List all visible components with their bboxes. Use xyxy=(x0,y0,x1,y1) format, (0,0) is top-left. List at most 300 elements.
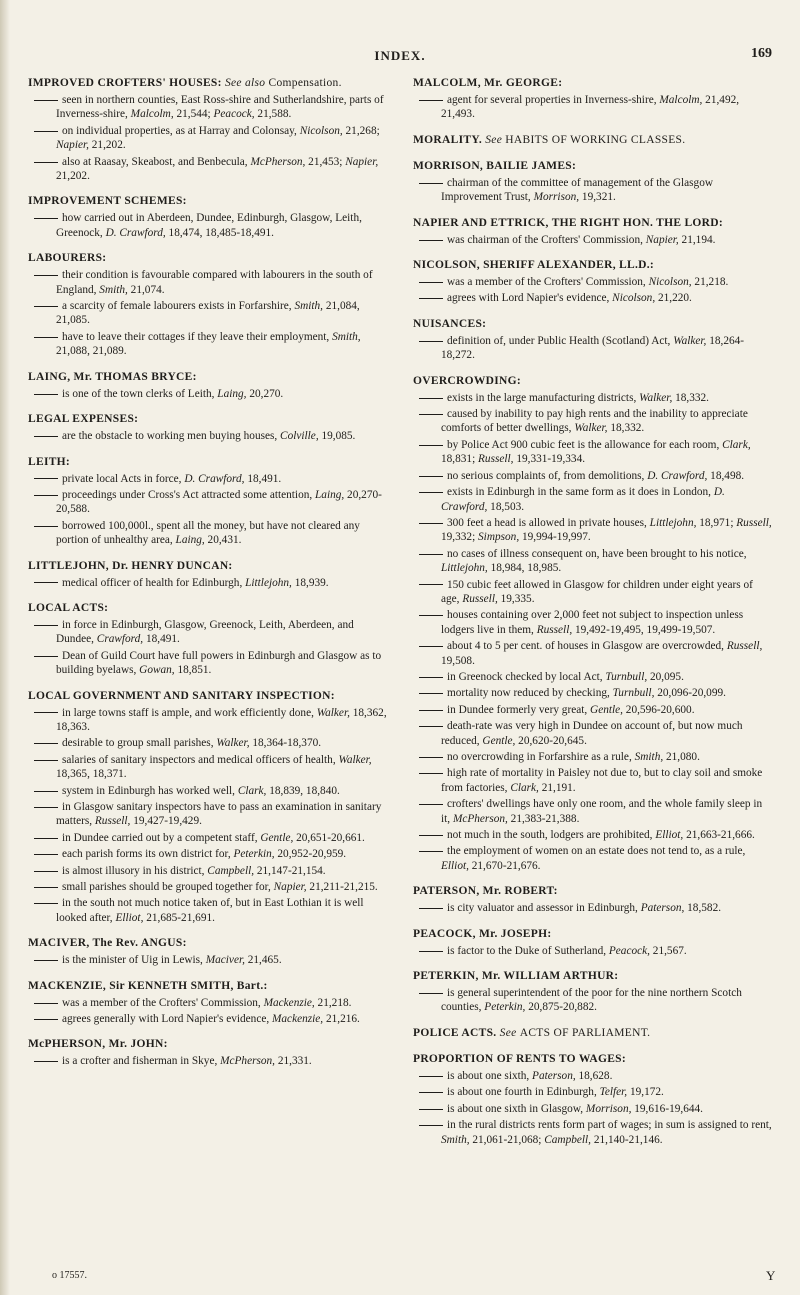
index-entry xyxy=(28,559,388,590)
question-refs: 20,431. xyxy=(204,534,242,547)
witness-name: Smith, xyxy=(634,751,664,763)
index-entry xyxy=(413,216,773,247)
question-refs: 21,088, 21,089. xyxy=(56,345,127,358)
sub-entry xyxy=(28,800,388,829)
entry-heading xyxy=(28,194,388,209)
dash-rule xyxy=(419,908,443,909)
heading-text: LAING, Mr. THOMAS BRYCE: xyxy=(28,370,197,383)
witness-name: D. Crawford, xyxy=(441,486,725,513)
sub-entry xyxy=(413,407,773,436)
sub-text: their condition is favourable compared with labourers in the south of England, xyxy=(56,269,373,296)
dash-rule xyxy=(34,100,58,101)
heading-text: LITTLEJOHN, Dr. HENRY DUNCAN: xyxy=(28,559,233,572)
witness-name: Gentle, xyxy=(482,734,516,747)
entry-heading xyxy=(28,455,388,470)
footer-signature: o 17557. xyxy=(52,1270,87,1281)
dash-rule xyxy=(419,414,443,415)
heading-text: PATERSON, Mr. ROBERT: xyxy=(413,885,558,898)
question-refs: 18,831; xyxy=(441,453,479,466)
witness-name: Elliot, xyxy=(115,911,144,924)
index-entry xyxy=(413,1052,773,1147)
dash-rule xyxy=(419,993,443,994)
entry-heading xyxy=(413,374,773,389)
index-entry xyxy=(28,936,388,967)
witness-name: Morrison, xyxy=(585,1102,632,1115)
witness-name: Paterson, xyxy=(532,1069,576,1082)
sub-entry xyxy=(413,233,773,247)
dash-rule xyxy=(34,960,58,961)
sub-text: the employment of women on an estate does not tend to, as a rule, xyxy=(447,845,746,858)
sub-text: is factor to the Duke of Sutherland, xyxy=(447,944,609,957)
sub-text: 300 feet a head is allowed in private houses, xyxy=(447,516,650,529)
sub-entry xyxy=(28,953,388,967)
witness-name: Napier, xyxy=(56,139,89,152)
dash-rule xyxy=(419,646,443,647)
index-entry xyxy=(413,317,773,363)
witness-name: Russell, xyxy=(726,640,763,653)
heading-text: MACIVER, The Rev. ANGUS: xyxy=(28,937,187,950)
dash-rule xyxy=(34,218,58,219)
sub-entry xyxy=(413,469,773,483)
sub-text: caused by inability to pay high rents and the inability to appreciate comforts of better dwellings, xyxy=(441,408,748,435)
question-refs: 19,321. xyxy=(579,191,616,204)
sub-entry xyxy=(28,831,388,845)
question-refs: 21,218. xyxy=(314,996,352,1009)
dash-rule xyxy=(34,306,58,307)
question-refs: 19,331-19,334. xyxy=(513,453,586,466)
dash-rule xyxy=(419,298,443,299)
sub-text: by Police Act 900 cubic feet is the allowance for each room, xyxy=(447,438,723,451)
dash-rule xyxy=(34,887,58,888)
witness-name: Morrison, xyxy=(533,191,580,204)
question-refs: 18,474, 18,485-18,491. xyxy=(165,226,274,239)
dash-rule xyxy=(34,275,58,276)
question-refs: 18,971; xyxy=(696,516,737,529)
question-refs: 19,508. xyxy=(441,654,475,667)
sub-entry xyxy=(413,703,773,717)
question-refs: 21,567. xyxy=(649,944,687,957)
sub-entry xyxy=(413,275,773,289)
witness-name: Walker, xyxy=(574,422,608,435)
witness-name: Elliot, xyxy=(441,859,469,872)
sub-text: in force in Edinburgh, Glasgow, Greenock, Leith, Aberdeen, and Dundee, xyxy=(56,618,354,646)
index-entry xyxy=(28,412,388,443)
witness-name: McPherson, xyxy=(452,812,508,825)
see-reference: HABITS OF WORKING CLASSES. xyxy=(505,133,686,146)
question-refs: 21,588. xyxy=(254,108,292,121)
sub-text: in Dundee formerly very great, xyxy=(447,703,591,716)
heading-text: PEACOCK, Mr. JOSEPH: xyxy=(413,927,552,940)
witness-name: Telfer, xyxy=(599,1086,628,1099)
dash-rule xyxy=(419,398,443,399)
sub-text: in large towns staff is ample, and work efficiently done, xyxy=(62,706,317,719)
page-title: INDEX. xyxy=(374,48,426,63)
index-entry xyxy=(413,884,773,915)
dash-rule xyxy=(419,1076,443,1077)
dash-rule xyxy=(34,436,58,437)
dash-rule xyxy=(34,1061,58,1062)
sub-text: was chairman of the Crofters' Commission, xyxy=(447,233,646,246)
sub-text: system in Edinburgh has worked well, xyxy=(62,784,238,797)
question-refs: 18,491. xyxy=(244,472,282,485)
witness-name: Gowan, xyxy=(139,664,175,677)
question-refs: 21,202. xyxy=(56,170,90,183)
sub-entry xyxy=(413,1069,773,1083)
heading-text: LEITH: xyxy=(28,455,71,468)
sub-entry xyxy=(28,618,388,647)
sub-text: is about one sixth, xyxy=(447,1069,533,1082)
witness-name: Walker, xyxy=(216,737,250,750)
sub-text: is a crofter and fisherman in Skye, xyxy=(62,1055,221,1068)
question-refs: 21,080. xyxy=(663,751,700,763)
sub-entry xyxy=(413,766,773,795)
sub-entry xyxy=(28,880,388,894)
sub-text: agrees with Lord Napier's evidence, xyxy=(447,292,613,305)
sub-entry xyxy=(28,211,388,240)
sub-entry xyxy=(413,828,773,842)
witness-name: Crawford, xyxy=(96,633,144,646)
question-refs: 21,218. xyxy=(691,276,729,289)
dash-rule xyxy=(34,625,58,626)
dash-rule xyxy=(419,726,443,727)
sub-entry xyxy=(28,299,388,328)
index-entry xyxy=(413,133,773,148)
sub-entry xyxy=(413,797,773,826)
sub-text: medical officer of health for Edinburgh, xyxy=(62,576,246,589)
sub-entry xyxy=(413,686,773,700)
dash-rule xyxy=(419,341,443,342)
dash-rule xyxy=(419,492,443,493)
dash-rule xyxy=(34,807,58,808)
dash-rule xyxy=(419,804,443,805)
page-header xyxy=(0,40,800,70)
dash-rule xyxy=(34,760,58,761)
witness-name: Clark, xyxy=(510,781,539,794)
dash-rule xyxy=(34,656,58,657)
sub-entry xyxy=(28,896,388,925)
sub-text: agent for several properties in Inverness-shire, xyxy=(447,94,660,106)
dash-rule xyxy=(419,851,443,852)
sub-entry xyxy=(28,93,388,122)
dash-rule xyxy=(34,791,58,792)
sub-entry xyxy=(28,753,388,782)
question-refs: 21,268; xyxy=(342,124,380,137)
question-refs: 21,383-21,388. xyxy=(507,812,580,825)
question-refs: 19,335. xyxy=(497,592,535,605)
sub-text: borrowed 100,000l., spent all the money, but have not cleared any portion of unhealthy area, xyxy=(56,519,360,547)
dash-rule xyxy=(419,693,443,694)
entry-heading xyxy=(413,1052,773,1067)
sub-text: salaries of sanitary inspectors and medical officers of health, xyxy=(62,753,339,766)
entry-heading xyxy=(413,884,773,899)
sub-text: in Greenock checked by local Act, xyxy=(447,670,606,683)
witness-name: Peacock, xyxy=(608,944,650,957)
index-entry xyxy=(28,194,388,240)
sub-text: 150 cubic feet allowed in Glasgow for children under eight years of age, xyxy=(441,578,753,605)
sub-entry xyxy=(28,736,388,750)
dash-rule xyxy=(34,903,58,904)
dash-rule xyxy=(34,871,58,872)
dash-rule xyxy=(34,1019,58,1020)
entry-heading xyxy=(28,601,388,616)
dash-rule xyxy=(419,240,443,241)
sub-entry xyxy=(28,649,388,678)
witness-name: Peterkin, xyxy=(233,848,275,861)
sub-entry xyxy=(413,485,773,514)
question-refs: 19,332; xyxy=(441,531,479,544)
heading-text: IMPROVEMENT SCHEMES: xyxy=(28,195,187,208)
sub-entry xyxy=(28,519,388,548)
question-refs: 21,061-21,068; xyxy=(469,1133,545,1146)
question-refs: 19,085. xyxy=(318,430,356,443)
witness-name: Napier, xyxy=(345,155,379,168)
sub-entry xyxy=(413,719,773,748)
witness-name: Laing, xyxy=(175,534,205,547)
sub-entry xyxy=(413,944,773,958)
entry-heading xyxy=(28,559,388,574)
witness-name: Turnbull, xyxy=(605,670,648,683)
witness-name: Smith, xyxy=(332,330,361,343)
witness-name: Mackenzie, xyxy=(263,996,315,1009)
sub-entry xyxy=(28,330,388,359)
index-entry xyxy=(28,455,388,548)
sub-entry xyxy=(413,578,773,607)
question-refs: 20,270-20,588. xyxy=(56,488,382,516)
question-refs: 19,172. xyxy=(627,1086,664,1099)
question-refs: 18,364-18,370. xyxy=(249,737,322,750)
entry-heading xyxy=(28,251,388,266)
question-refs: 18,839, 18,840. xyxy=(266,784,340,797)
sub-entry xyxy=(28,996,388,1010)
question-refs: 21,685-21,691. xyxy=(143,911,215,924)
sub-entry xyxy=(413,1102,773,1116)
page-number: 169 xyxy=(751,46,772,61)
index-entry xyxy=(413,1026,773,1041)
sub-entry xyxy=(413,391,773,405)
entry-heading xyxy=(413,159,773,174)
witness-name: Russell, xyxy=(94,815,131,828)
question-refs: 18,332. xyxy=(672,391,709,404)
sub-text: no cases of illness consequent on, have been brought to his notice, xyxy=(447,547,747,560)
question-refs: 18,264-18,272. xyxy=(441,334,745,362)
heading-text: PETERKIN, Mr. WILLIAM ARTHUR: xyxy=(413,970,619,983)
witness-name: Nicolson, xyxy=(612,292,656,305)
sub-entry xyxy=(413,516,773,545)
sub-entry xyxy=(28,124,388,153)
question-refs: 20,620-20,645. xyxy=(515,734,587,747)
dash-rule xyxy=(34,394,58,395)
sub-entry xyxy=(28,847,388,861)
sub-text: small parishes should be grouped together for, xyxy=(62,881,274,894)
dash-rule xyxy=(34,712,58,713)
witness-name: Paterson, xyxy=(640,902,685,915)
question-refs: 21,453; xyxy=(305,155,346,168)
question-refs: 19,994-19,997. xyxy=(519,531,591,544)
sub-text: is one of the town clerks of Leith, xyxy=(62,387,218,400)
witness-name: Laing, xyxy=(217,387,247,400)
sub-text: was a member of the Crofters' Commission, xyxy=(62,996,264,1009)
sub-text: private local Acts in force, xyxy=(62,472,185,485)
sub-entry xyxy=(28,155,388,184)
witness-name: McPherson, xyxy=(250,155,306,168)
witness-name: Campbell, xyxy=(544,1133,592,1146)
sub-text: each parish forms its own district for, xyxy=(62,848,234,861)
dash-rule xyxy=(419,835,443,836)
witness-name: Littlejohn, xyxy=(649,516,697,529)
question-refs: 18,491. xyxy=(143,633,180,646)
index-entry xyxy=(28,979,388,1027)
left-column xyxy=(28,76,388,1080)
index-entry xyxy=(28,251,388,358)
entry-heading xyxy=(28,76,388,91)
entry-heading xyxy=(413,258,773,273)
question-refs: 18,362, 18,363. xyxy=(56,706,387,733)
heading-text: NUISANCES: xyxy=(413,317,487,330)
heading-text: NICOLSON, SHERIFF ALEXANDER, LL.D.: xyxy=(413,259,655,272)
heading-text: LOCAL GOVERNMENT AND SANITARY INSPECTION: xyxy=(28,689,335,702)
sub-text: agrees generally with Lord Napier's evidence, xyxy=(62,1013,272,1026)
witness-name: Walker, xyxy=(338,753,372,766)
entry-heading xyxy=(413,216,773,231)
sub-entry xyxy=(413,670,773,684)
dash-rule xyxy=(419,951,443,952)
question-refs: 18,939. xyxy=(291,576,329,589)
witness-name: Malcolm, xyxy=(130,108,174,121)
question-refs: 18,851. xyxy=(174,664,212,677)
question-refs: 21,191. xyxy=(538,781,576,794)
dash-rule xyxy=(419,757,443,758)
index-entry xyxy=(413,258,773,306)
heading-text: MACKENZIE, Sir KENNETH SMITH, Bart.: xyxy=(28,979,268,992)
witness-name: Russell, xyxy=(478,453,514,466)
question-refs: 21,216. xyxy=(323,1013,360,1026)
question-refs: 18,628. xyxy=(575,1069,613,1082)
sub-text: proceedings under Cross's Act attracted some attention, xyxy=(62,488,316,501)
sub-entry xyxy=(413,291,773,305)
dash-rule xyxy=(34,743,58,744)
entry-heading xyxy=(413,969,773,984)
sub-entry xyxy=(413,438,773,467)
sub-text: houses containing over 2,000 feet not subject to inspection unless lodgers live in them, xyxy=(441,609,744,636)
witness-name: D. Crawford, xyxy=(105,226,166,239)
entry-heading xyxy=(413,317,773,332)
heading-text: LOCAL ACTS: xyxy=(28,601,109,614)
sub-entry xyxy=(413,1085,773,1099)
entry-heading xyxy=(28,979,388,994)
index-entry xyxy=(28,370,388,401)
witness-name: Elliot, xyxy=(655,829,684,842)
question-refs: 20,095. xyxy=(647,670,684,683)
witness-name: D. Crawford, xyxy=(184,472,245,485)
witness-name: Peterkin, xyxy=(484,1001,526,1014)
sub-text: have to leave their cottages if they leave their employment, xyxy=(62,330,333,343)
sub-entry xyxy=(413,334,773,363)
index-entry xyxy=(413,374,773,874)
witness-name: Littlejohn, xyxy=(441,562,488,575)
sub-text: death-rate was very high in Dundee on account of, but now much reduced, xyxy=(441,720,743,747)
witness-name: Campbell, xyxy=(207,864,255,877)
question-refs: 21,211-21,215. xyxy=(306,881,378,894)
sub-text: is the minister of Uig in Lewis, xyxy=(62,954,206,967)
heading-text: LEGAL EXPENSES: xyxy=(28,413,139,426)
sub-text: mortality now reduced by checking, xyxy=(447,687,613,700)
question-refs: 21,147-21,154. xyxy=(254,864,326,877)
witness-name: Nicolson, xyxy=(648,276,692,289)
sub-entry xyxy=(28,429,388,443)
see-reference: ACTS OF PARLIAMENT. xyxy=(519,1026,651,1039)
entry-heading xyxy=(28,689,388,704)
witness-name: Colville, xyxy=(280,430,319,443)
witness-name: Maciver, xyxy=(205,954,245,967)
heading-text: LABOURERS: xyxy=(28,252,107,265)
heading-text: MORALITY. xyxy=(413,133,483,146)
witness-name: Turnbull, xyxy=(612,687,655,700)
sub-text: Dean of Guild Court have full powers in Edinburgh and Glasgow as to building byelaws, xyxy=(56,649,382,677)
sub-entry xyxy=(28,706,388,735)
heading-text: OVERCROWDING: xyxy=(413,374,522,387)
see-reference: Compensation. xyxy=(268,77,342,89)
heading-text: POLICE ACTS. xyxy=(413,1026,497,1039)
dash-rule xyxy=(34,526,58,527)
dash-rule xyxy=(419,183,443,184)
question-refs: 18,498. xyxy=(707,469,745,482)
question-refs: 18,984, 18,985. xyxy=(487,562,562,575)
sub-entry xyxy=(413,639,773,668)
dash-rule xyxy=(419,476,443,477)
witness-name: Nicolson, xyxy=(299,124,343,137)
see-label: See also xyxy=(224,77,269,89)
entry-heading xyxy=(28,1037,388,1052)
question-refs: 21,465. xyxy=(244,954,282,967)
dash-rule xyxy=(419,1109,443,1110)
sub-text: desirable to group small parishes, xyxy=(62,737,217,750)
sub-text: is about one fourth in Edinburgh, xyxy=(447,1086,600,1099)
question-refs: 21,084, 21,085. xyxy=(56,300,360,327)
dash-rule xyxy=(419,445,443,446)
sub-entry xyxy=(413,844,773,873)
witness-name: Walker, xyxy=(316,706,350,719)
entry-heading xyxy=(28,936,388,951)
index-entry xyxy=(413,927,773,958)
witness-name: Simpson, xyxy=(478,531,520,544)
index-entry xyxy=(413,969,773,1015)
sub-text: was a member of the Crofters' Commission, xyxy=(447,276,649,289)
entry-heading xyxy=(413,76,773,91)
witness-name: Littlejohn, xyxy=(245,576,292,589)
sub-entry xyxy=(413,93,773,122)
question-refs: 20,875-20,882. xyxy=(525,1001,597,1014)
entry-heading xyxy=(413,1026,773,1041)
sub-text: is almost illusory in his district, xyxy=(62,864,208,877)
witness-name: Russell, xyxy=(536,623,573,636)
dash-rule xyxy=(419,282,443,283)
sub-text: crofters' dwellings have only one room, and the whole family sleep in it, xyxy=(441,798,763,825)
sub-text: in the south not much notice taken of, but in East Lothian it is well looked after, xyxy=(56,897,364,924)
index-entry xyxy=(28,76,388,183)
sub-text: no overcrowding in Forfarshire as a rule, xyxy=(447,751,635,763)
sub-entry xyxy=(28,864,388,878)
heading-text: NAPIER AND ETTRICK, THE RIGHT HON. THE LORD: xyxy=(413,216,724,229)
question-refs: 19,616-19,644. xyxy=(631,1102,703,1115)
witness-name: Smith, xyxy=(294,300,324,313)
witness-name: Clark, xyxy=(237,784,267,797)
question-refs: 21,074. xyxy=(127,283,165,296)
sub-text: in Dundee carried out by a competent staff, xyxy=(62,831,261,844)
witness-name: Gentle, xyxy=(260,831,294,844)
question-refs: 18,503. xyxy=(487,500,525,513)
sub-text: in the rural districts rents form part of wages; in sum is assigned to rent, xyxy=(447,1119,772,1132)
question-refs: 21,202. xyxy=(88,139,126,152)
